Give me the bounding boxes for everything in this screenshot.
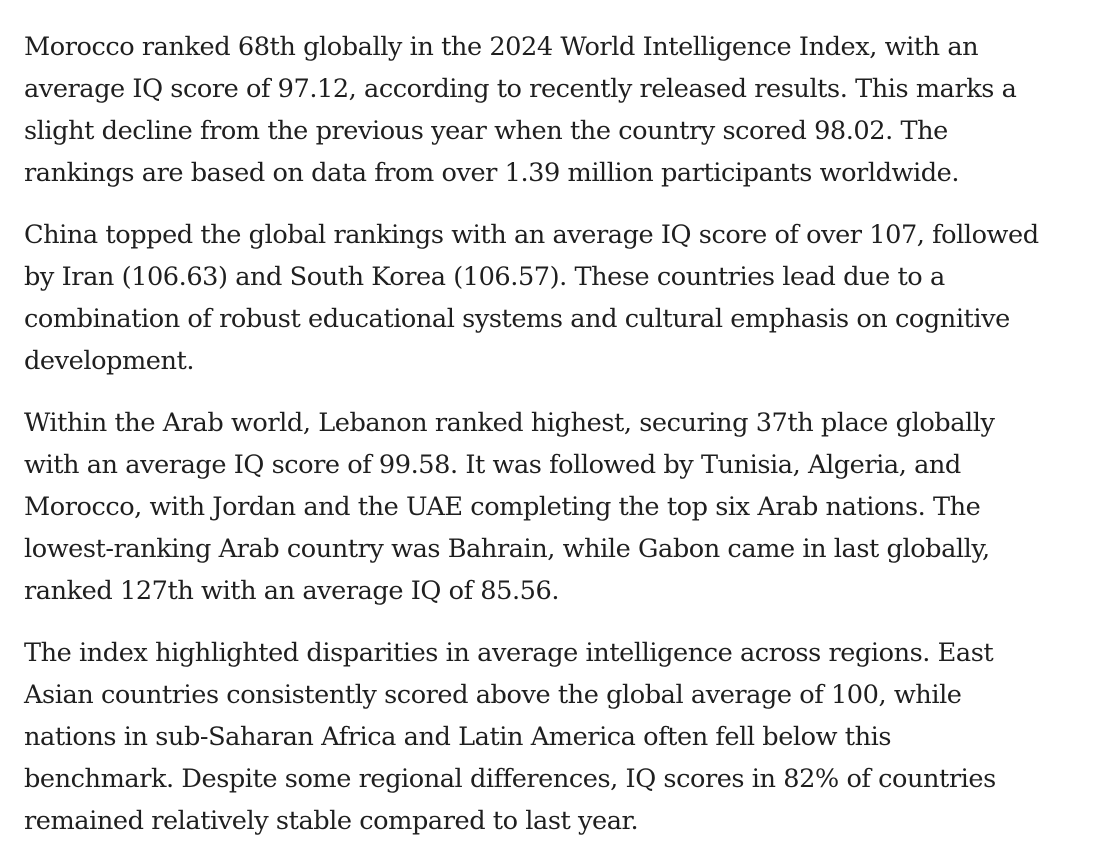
paragraph-morocco-ranking	[24, 26, 1104, 194]
text-line: The index highlighted disparities in average intelligence across regions. East	[24, 638, 994, 668]
text-line: Asian countries consistently scored above the global average of 100, while	[24, 680, 962, 710]
text-line: development.	[24, 346, 195, 376]
text-line: combination of robust educational systems and cultural emphasis on cognitive	[24, 304, 1010, 334]
text-line: benchmark. Despite some regional differences, IQ scores in 82% of countries	[24, 764, 996, 794]
text-line: Within the Arab world, Lebanon ranked highest, securing 37th place globally	[24, 408, 995, 438]
article-body	[24, 26, 1104, 862]
text-line: China topped the global rankings with an average IQ score of over 107, followed	[24, 220, 1039, 250]
paragraph-regional-disparities	[24, 632, 1104, 842]
text-line: lowest-ranking Arab country was Bahrain, while Gabon came in last globally,	[24, 534, 990, 564]
text-line: remained relatively stable compared to last year.	[24, 806, 639, 836]
text-line: with an average IQ score of 99.58. It was followed by Tunisia, Algeria, and	[24, 450, 961, 480]
text-line: ranked 127th with an average IQ of 85.56.	[24, 576, 560, 606]
paragraph-arab-world	[24, 402, 1104, 612]
text-line: Morocco ranked 68th globally in the 2024 World Intelligence Index, with an	[24, 32, 979, 62]
paragraph-top-countries	[24, 214, 1104, 382]
text-line: nations in sub-Saharan Africa and Latin America often fell below this	[24, 722, 892, 752]
text-line: rankings are based on data from over 1.39 million participants worldwide.	[24, 158, 960, 188]
text-line: slight decline from the previous year when the country scored 98.02. The	[24, 116, 948, 146]
text-line: average IQ score of 97.12, according to recently released results. This marks a	[24, 74, 1017, 104]
text-line: Morocco, with Jordan and the UAE completing the top six Arab nations. The	[24, 492, 981, 522]
text-line: by Iran (106.63) and South Korea (106.57). These countries lead due to a	[24, 262, 945, 292]
